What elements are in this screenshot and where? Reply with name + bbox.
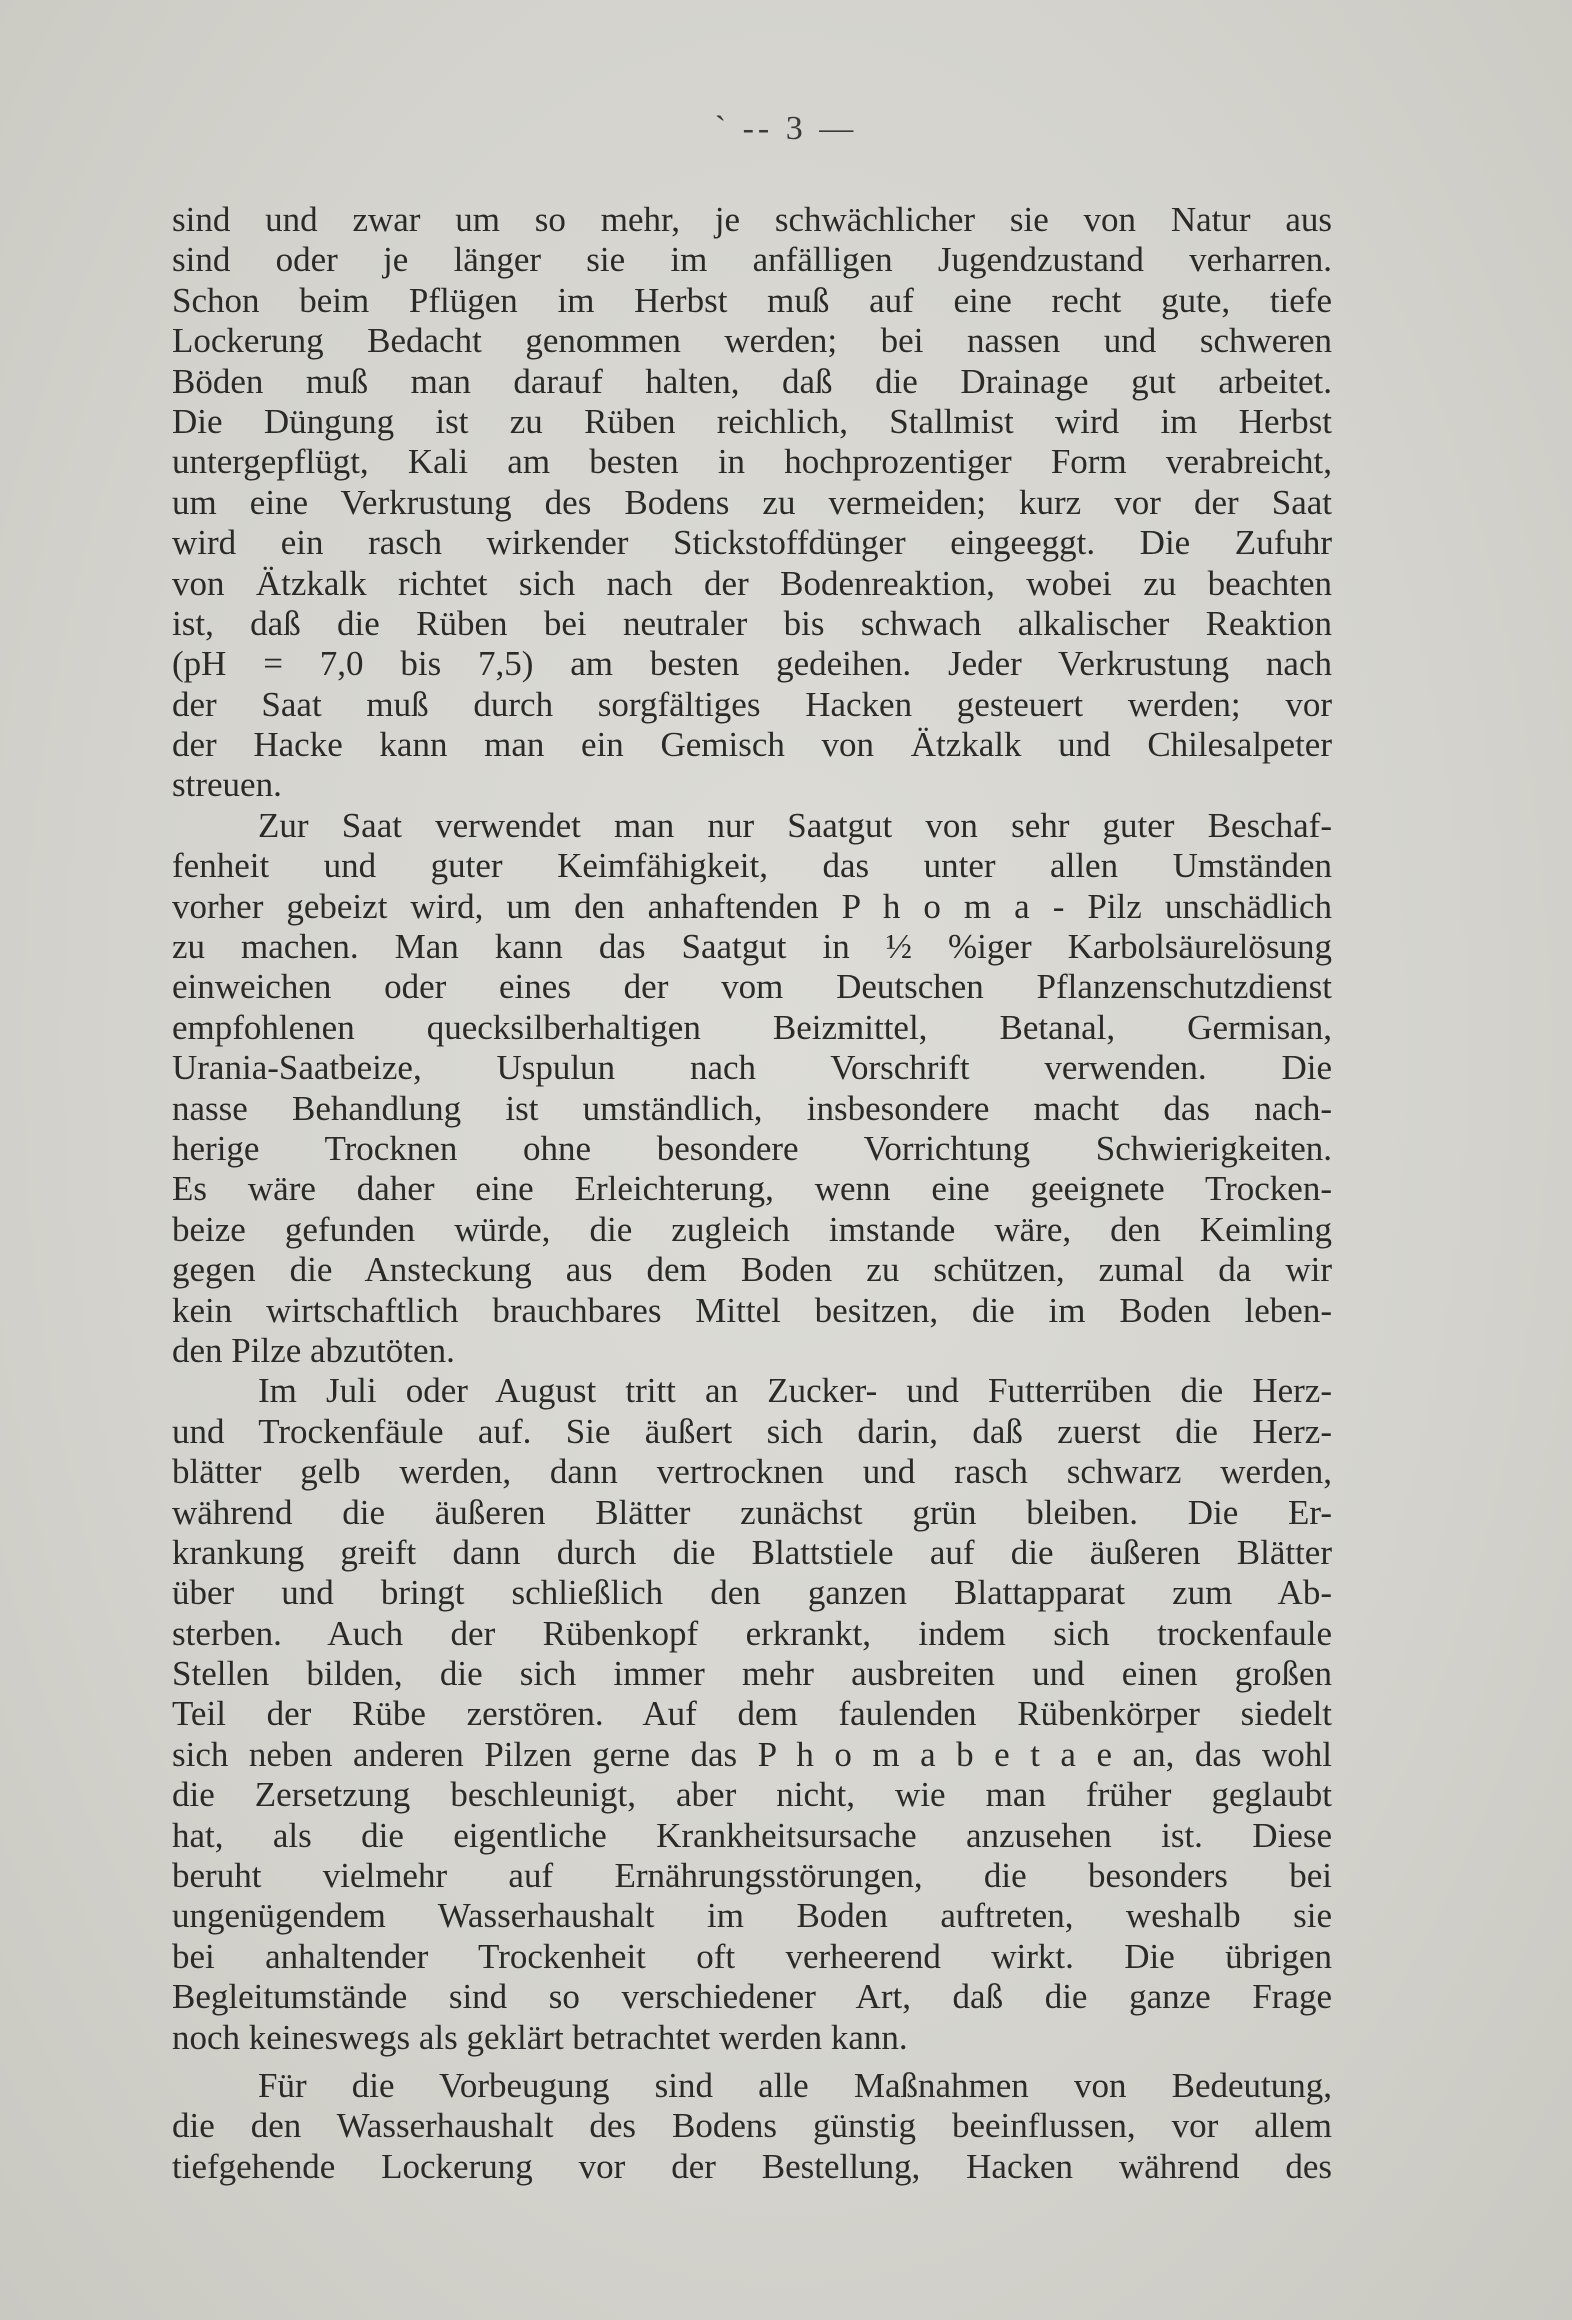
text-line: Urania-Saatbeize, Uspulun nach Vorschrift verwenden. Die [172, 1048, 1332, 1088]
text-line: sterben. Auch der Rübenkopf erkrankt, indem sich trockenfaule [172, 1613, 1332, 1653]
text-line: beruht vielmehr auf Ernährungsstörungen, die besonders bei [172, 1856, 1332, 1896]
text-line: noch keineswegs als geklärt betrachtet werden kann. [172, 2017, 908, 2057]
text-line: um eine Verkrustung des Bodens zu vermeiden; kurz vor der Saat [172, 482, 1332, 522]
text-line: fenheit und guter Keimfähigkeit, das unter allen Umständen [172, 846, 1332, 886]
text-line: und Trockenfäule auf. Sie äußert sich darin, daß zuerst die Herz- [172, 1411, 1332, 1451]
text-line: sich neben anderen Pilzen gerne das P h o m a b e t a e an, das wohl [172, 1734, 1332, 1774]
text-line: Für die Vorbeugung sind alle Maßnahmen von Bedeutung, [258, 2065, 1332, 2105]
text-line: tiefgehende Lockerung vor der Bestellung, Hacken während des [172, 2146, 1332, 2186]
text-line: über und bringt schließlich den ganzen Blattapparat zum Ab- [172, 1573, 1332, 1613]
body-text [172, 200, 1332, 2187]
text-line: den Pilze abzutöten. [172, 1330, 455, 1370]
text-line: bei anhaltender Trockenheit oft verheerend wirkt. Die übrigen [172, 1936, 1332, 1976]
text-line: Stellen bilden, die sich immer mehr ausbreiten und einen großen [172, 1654, 1332, 1694]
text-line: kein wirtschaftlich brauchbares Mittel besitzen, die im Boden leben- [172, 1290, 1332, 1330]
text-line: Begleitumstände sind so verschiedener Art, daß die ganze Frage [172, 1977, 1332, 2017]
text-line: Zur Saat verwendet man nur Saatgut von sehr guter Beschaf- [258, 805, 1332, 845]
text-line: blätter gelb werden, dann vertrocknen und rasch schwarz werden, [172, 1452, 1332, 1492]
text-line: während die äußeren Blätter zunächst grün bleiben. Die Er- [172, 1492, 1332, 1532]
text-line: hat, als die eigentliche Krankheitsursache anzusehen ist. Diese [172, 1815, 1332, 1855]
text-line: wird ein rasch wirkender Stickstoffdünger eingeeggt. Die Zufuhr [172, 523, 1332, 563]
text-line: sind und zwar um so mehr, je schwächlicher sie von Natur aus [172, 200, 1332, 239]
text-line: (pH = 7,0 bis 7,5) am besten gedeihen. Jeder Verkrustung nach [172, 644, 1332, 684]
text-line: nasse Behandlung ist umständlich, insbesondere macht das nach- [172, 1088, 1332, 1128]
text-line: der Saat muß durch sorgfältiges Hacken gesteuert werden; vor [172, 684, 1332, 724]
text-line: Schon beim Pflügen im Herbst muß auf eine recht gute, tiefe [172, 280, 1332, 320]
text-line: untergepflügt, Kali am besten in hochprozentiger Form verabreicht, [172, 442, 1332, 482]
text-line: empfohlenen quecksilberhaltigen Beizmittel, Betanal, Germisan, [172, 1007, 1332, 1047]
text-line: einweichen oder eines der vom Deutschen Pflanzenschutzdienst [172, 967, 1332, 1007]
text-line: Lockerung Bedacht genommen werden; bei nassen und schweren [172, 321, 1332, 361]
page-number: ` -- 3 — [714, 110, 858, 147]
text-line: Es wäre daher eine Erleichterung, wenn eine geeignete Trocken- [172, 1169, 1332, 1209]
text-line: Böden muß man darauf halten, daß die Drainage gut arbeitet. [172, 361, 1332, 401]
text-line: vorher gebeizt wird, um den anhaftenden P h o m a - Pilz unschädlich [172, 886, 1332, 926]
text-line: Teil der Rübe zerstören. Auf dem faulenden Rübenkörper siedelt [172, 1694, 1332, 1734]
text-line: der Hacke kann man ein Gemisch von Ätzkalk und Chilesalpeter [172, 725, 1332, 765]
text-line: krankung greift dann durch die Blattstiele auf die äußeren Blätter [172, 1532, 1332, 1572]
text-line: zu machen. Man kann das Saatgut in ½ %iger Karbolsäurelösung [172, 927, 1332, 967]
text-line: die Zersetzung beschleunigt, aber nicht, wie man früher geglaubt [172, 1775, 1332, 1815]
text-line: herige Trocknen ohne besondere Vorrichtung Schwierigkeiten. [172, 1128, 1332, 1168]
text-line: sind oder je länger sie im anfälligen Jugendzustand verharren. [172, 240, 1332, 280]
text-line: die den Wasserhaushalt des Bodens günstig beeinflussen, vor allem [172, 2106, 1332, 2146]
text-line: Die Düngung ist zu Rüben reichlich, Stallmist wird im Herbst [172, 401, 1332, 441]
text-line: ist, daß die Rüben bei neutraler bis schwach alkalischer Reaktion [172, 603, 1332, 643]
text-line: streuen. [172, 765, 282, 805]
text-line: beize gefunden würde, die zugleich imstande wäre, den Keimling [172, 1209, 1332, 1249]
text-line: ungenügendem Wasserhaushalt im Boden auftreten, weshalb sie [172, 1896, 1332, 1936]
text-line: gegen die Ansteckung aus dem Boden zu schützen, zumal da wir [172, 1250, 1332, 1290]
text-line: von Ätzkalk richtet sich nach der Bodenreaktion, wobei zu beachten [172, 563, 1332, 603]
text-line: Im Juli oder August tritt an Zucker- und Futterrüben die Herz- [258, 1371, 1332, 1411]
